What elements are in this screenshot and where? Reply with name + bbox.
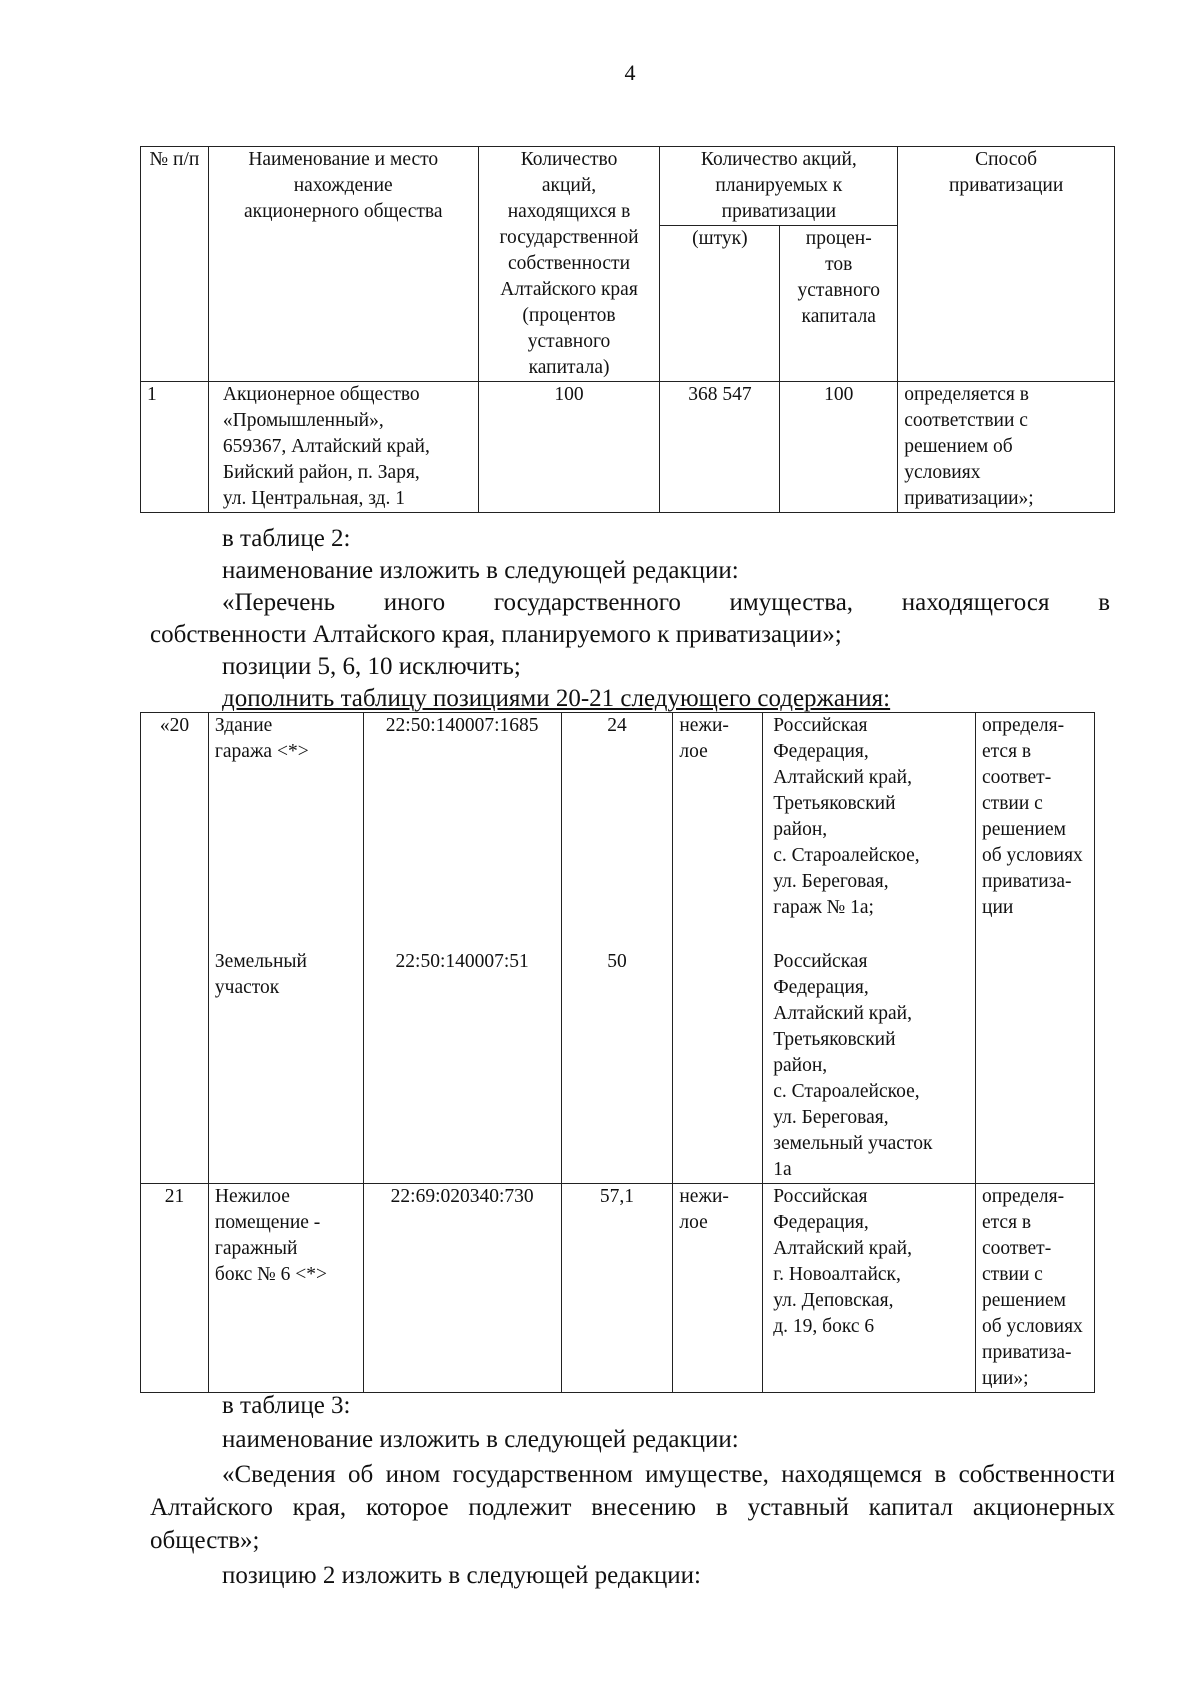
row-address: Российская Федерация, Алтайский край, Третьяковский район, с. Староалейское, ул. Береговая, гараж № 1а; Российская Федерация, Алтайский край, Третьяковский район, с. Староалейское, ул. Береговая, земельный участок 1а <box>763 713 976 1184</box>
paragraph-exclude: позиции 5, 6, 10 исключить; <box>222 653 521 680</box>
row-number: 21 <box>141 1184 209 1393</box>
row-number: «20 <box>141 713 209 1184</box>
header-name: Наименование и место нахождение акционерного общества <box>208 147 478 382</box>
row-name: Здание гаража <*> Земельный участок <box>208 713 363 1184</box>
paragraph-title-line2: собственности Алтайского края, планируемого к приватизации»; <box>150 621 842 648</box>
shares-table <box>140 146 1115 513</box>
table-header-row <box>141 147 1115 226</box>
paragraph-name-edit: наименование изложить в следующей редакции: <box>222 557 739 584</box>
paragraph-append: дополнить таблицу позициями 20-21 следующего содержания: <box>222 685 891 712</box>
row-cadastral: 22:50:140007:1685 22:50:140007:51 <box>363 713 561 1184</box>
paragraph-table2: в таблице 2: <box>222 525 351 552</box>
row-area: 57,1 <box>561 1184 673 1393</box>
paragraph-title-line1: «Перечень иного государственного имущества, находящегося в <box>222 589 1110 616</box>
header-quantity: Количество акций, находящихся в государственной собственности Алтайского края (процентов уставного капитала) <box>478 147 660 382</box>
paragraph-position-2: позицию 2 изложить в следующей редакции: <box>222 1562 701 1589</box>
paragraph-name-edit-2: наименование изложить в следующей редакции: <box>222 1426 739 1453</box>
row-address: Российская Федерация, Алтайский край, г. Новоалтайск, ул. Деповская, д. 19, бокс 6 <box>763 1184 976 1393</box>
header-method: Способ приватизации <box>898 147 1115 382</box>
table-row <box>141 382 1115 513</box>
row-cadastral: 22:69:020340:730 <box>363 1184 561 1393</box>
row-method: определя- ется в соответ- ствии с решением об условиях приватиза- ции»; <box>976 1184 1095 1393</box>
page-number: 4 <box>624 60 636 85</box>
row-name: Нежилое помещение - гаражный бокс № 6 <*> <box>208 1184 363 1393</box>
table-row <box>141 1184 1095 1393</box>
row-method: определя- ется в соответ- ствии с решением об условиях приватиза- ции <box>976 713 1095 1184</box>
paragraph-title-3: «Сведения об ином государственном имуществе, находящемся в собственности Алтайского края, которое подлежит внесению в уставный капитал акционерных обществ»; <box>150 1461 1115 1554</box>
row-percent: 100 <box>780 382 898 513</box>
row-name: Акционерное общество «Промышленный», 659367, Алтайский край, Бийский район, п. Заря, ул. Центральная, зд. 1 <box>208 382 478 513</box>
row-type: нежи- лое <box>673 713 763 1184</box>
row-quantity: 100 <box>478 382 660 513</box>
row-type: нежи- лое <box>673 1184 763 1393</box>
paragraph-table3: в таблице 3: <box>222 1392 351 1419</box>
header-planned: Количество акций, планируемых к приватизации <box>660 147 898 226</box>
row-number: 1 <box>141 382 209 513</box>
header-planned-units: (штук) <box>660 226 780 382</box>
row-method: определяется в соответствии с решением об условиях приватизации»; <box>898 382 1115 513</box>
header-planned-percent: процен- тов уставного капитала <box>780 226 898 382</box>
property-table <box>140 712 1095 1393</box>
header-number: № п/п <box>141 147 209 382</box>
row-area: 24 50 <box>561 713 673 1184</box>
row-units: 368 547 <box>660 382 780 513</box>
table-row <box>141 713 1095 1184</box>
